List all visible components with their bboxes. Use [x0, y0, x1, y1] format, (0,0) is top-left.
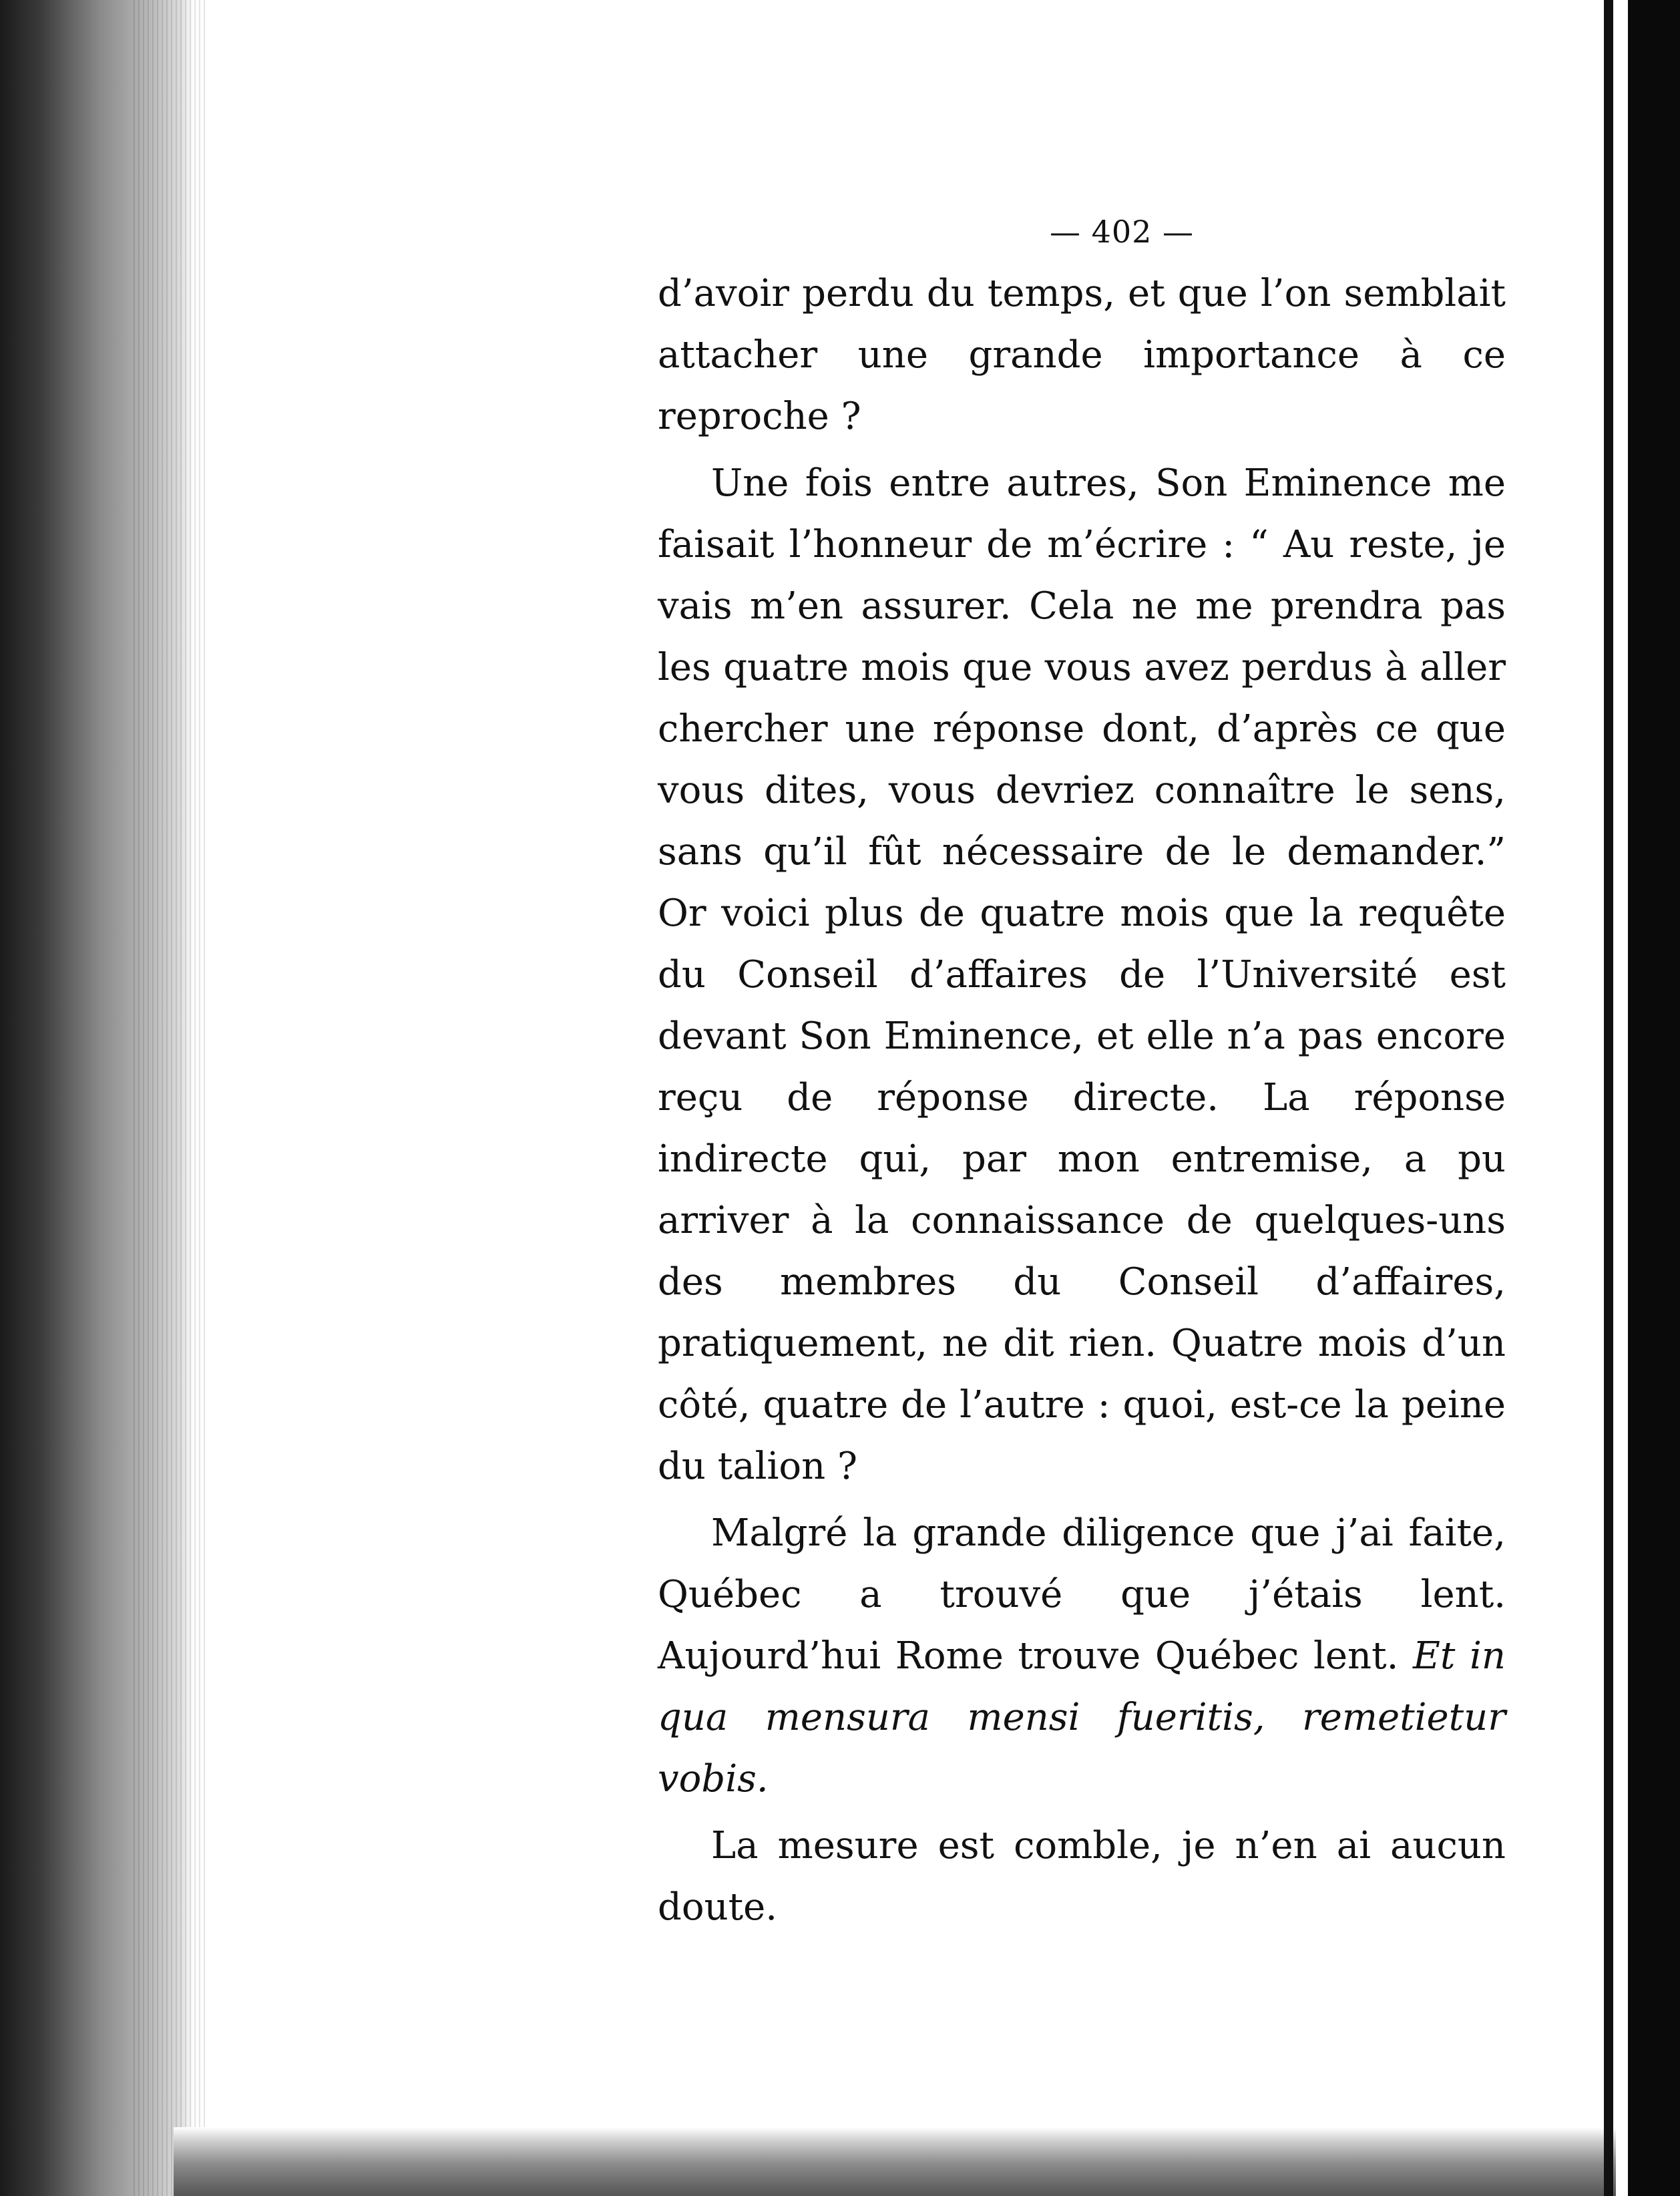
page-text-block	[658, 214, 1506, 1944]
paragraph-4: La mesure est comble, je n’en ai aucun doute.	[658, 1824, 1506, 1929]
paragraph-2: Une fois entre autres, Son Eminence me faisait l’honneur de m’écrire : “ Au reste, je vais m’en assurer. Cela ne me prendra pas les quatre mois que vous avez perdus à aller chercher une réponse dont, d’après ce que vous dites, vous devriez connaître le sens, sans qu’il fût nécessaire de le demander.” Or voici plus de quatre mois que la requête du Conseil d’affaires de l’Université est devant Son Eminence, et elle n’a pas encore reçu de réponse directe. La réponse indirecte qui, par mon entremise, a pu arriver à la connaissance de quelques-uns des membres du Conseil d’affaires, pratiquement, ne dit rien. Quatre mois d’un côté, quatre de l’autre : quoi, est-ce la peine du talion ?	[658, 462, 1506, 1488]
page-edges	[134, 0, 207, 2196]
paragraph-1: d’avoir perdu du temps, et que l’on semblait attacher une grande importance à ce reproche ?	[658, 272, 1506, 438]
right-dark-margin	[1628, 0, 1680, 2196]
bottom-page-edge	[174, 2127, 1616, 2196]
latin-quotation: Et in qua mensura mensi fueritis, remetietur vobis.	[658, 1634, 1506, 1801]
paragraph-3	[658, 1503, 1506, 1810]
right-border-rule	[1604, 0, 1613, 2196]
page-number: — 402 —	[1049, 214, 1195, 250]
paragraph-3-text: Malgré la grande diligence que j’ai faite, Québec a trouvé que j’étais lent. Aujourd’hui Rome trouve Québec lent.	[658, 1511, 1506, 1678]
